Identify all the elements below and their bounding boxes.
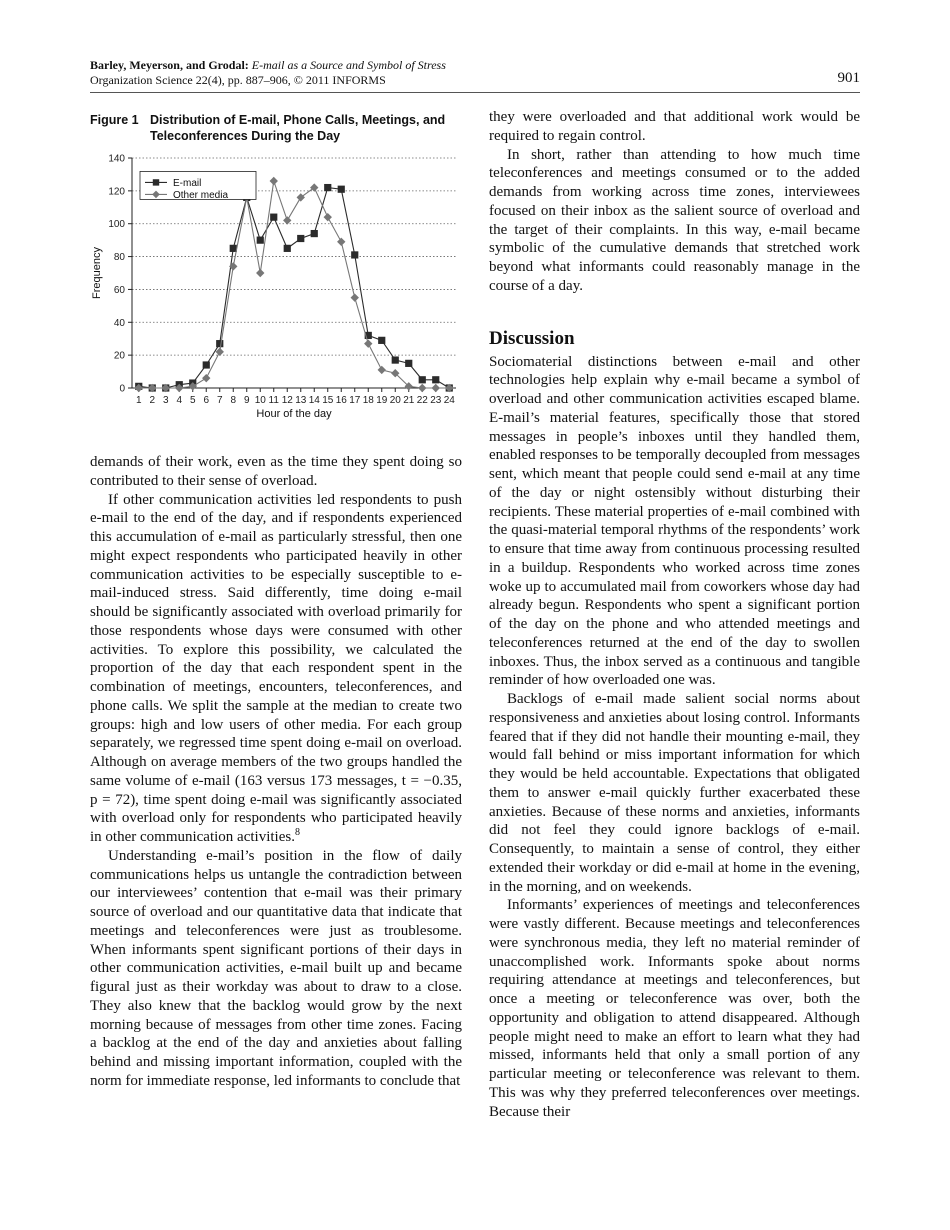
email-point — [203, 361, 210, 368]
other-media-point — [378, 366, 386, 374]
x-tick-label: 23 — [430, 395, 442, 406]
y-tick-label: 140 — [108, 153, 125, 165]
paragraph: Understanding e-mail’s position in the flow of daily communications helps us untangle the contradiction between our interviewees’ contention that e-mail was their primary source of overload and our quantitative data that indicate that meetings and teleconferences were just as troublesome. When informants spent significant portions of their days in other communication activities, e-mail built up and became figural just as their workday was about to draw to a close. They also knew that the backlog would grow by the next morning because of messages from other time zones. Facing a backlog at the end of the day and anxieties about falling behind and missing important information, coupled with the norm for immediate response, led informants to conclude that — [90, 847, 462, 1089]
email-point — [351, 251, 358, 258]
email-point — [270, 214, 277, 221]
x-tick-label: 15 — [322, 395, 334, 406]
legend-square-marker — [153, 179, 159, 185]
email-point — [432, 376, 439, 383]
x-tick-label: 4 — [176, 395, 183, 406]
y-tick-label: 120 — [108, 186, 125, 198]
paragraph: Informants’ experiences of meetings and teleconferences were vastly different. Because meetings and teleconferences were synchronous media, they left no material reminder of unaccomplished work. Informants spoke about norms requiring attendance at meetings and teleconferences, but once a meeting or teleconference was over, both the opportunity and obligation to attend disappeared. Although people might need to make an effort to learn what they had missed, informants held that only a small portion of any particular meeting or teleconference was relevant to them. This was why they preferred teleconferences over meetings. Because their — [489, 897, 860, 1120]
x-tick-label: 9 — [243, 395, 250, 406]
email-point — [324, 184, 331, 191]
x-tick-label: 16 — [335, 395, 347, 406]
x-tick-label: 6 — [203, 395, 210, 406]
paragraph — [90, 491, 462, 847]
y-tick-label: 100 — [108, 219, 125, 231]
paragraph-text: If other communication activities led respondents to push e-mail to the end of the day, and if respondents experienced this accumulation of e-mail as particularly stressful, then one might expect respondents who participated heavily in other communication activities to be especially susceptible to e-mail-induced stress. Said differently, time doing e-mail should be significantly associated with overload primarily for those respondents whose days were consumed with other activities. To explore this possibility, we calculated the proportion of the day that each respondent spent in the combination of meetings, encounters, teleconferences, and phone calls. We split the sample at the median to create two groups: high and low users of other media. For each group separately, we regressed time spent doing e-mail on overload. Although on average members of the two groups handled the same volume of e-mail (163 versus 173 messages, t = −0.35, p = 72), time spent doing e-mail was significantly associated with overload only for respondents who participated heavily in other communication activities. — [90, 491, 462, 845]
figure-title: Distribution of E-mail, Phone Calls, Meetings, and Teleconferences During the Day — [150, 113, 446, 143]
x-tick-label: 21 — [403, 395, 415, 406]
header-title: E-mail as a Source and Symbol of Stress — [251, 58, 446, 72]
x-tick-label: 5 — [189, 395, 196, 406]
frequency-line-chart — [86, 148, 466, 428]
email-point — [284, 245, 291, 252]
other-media-point — [297, 193, 305, 201]
y-tick-label: 0 — [119, 383, 125, 395]
other-media-point — [351, 293, 359, 301]
email-point — [311, 230, 318, 237]
email-point — [297, 235, 304, 242]
y-tick-label: 40 — [113, 317, 125, 329]
series-line-email — [139, 188, 450, 388]
email-point — [378, 337, 385, 344]
email-point — [419, 376, 426, 383]
header-journal: Organization Science 22(4), pp. 887–906, © 2011 INFORMS — [90, 73, 386, 87]
x-tick-label: 13 — [295, 395, 307, 406]
x-tick-label: 19 — [376, 395, 388, 406]
legend-label: E-mail — [173, 177, 202, 189]
other-media-point — [324, 213, 332, 221]
x-tick-label: 10 — [254, 395, 266, 406]
paragraph: demands of their work, even as the time they spent doing so contributed to their sense of overload. — [90, 454, 462, 489]
legend — [140, 171, 256, 201]
x-tick-label: 11 — [268, 395, 279, 406]
email-point — [216, 340, 223, 347]
other-media-point — [202, 374, 210, 382]
email-point — [392, 356, 399, 363]
x-tick-label: 24 — [443, 395, 455, 406]
x-tick-label: 3 — [162, 395, 169, 406]
paragraph: Backlogs of e-mail made salient social norms about responsiveness and anxieties about losing control. Informants feared that if they did not handle their mounting e-mail, they would fall behind or miss important information for which they would be held accountable. Expectations that obligated them to answer e-mail quickly further exacerbated these anxieties. Because of these norms and anxieties, informants did not feel they could ignore backlogs of e-mail. Consequently, to maintain a sense of control, they either extended their workday or did e-mail at home in the evening, in the morning, and on weekends. — [489, 691, 860, 895]
x-tick-label: 22 — [416, 395, 428, 406]
x-tick-label: 8 — [230, 395, 237, 406]
other-media-point — [337, 238, 345, 246]
other-media-point — [364, 339, 372, 347]
footnote-mark: 8 — [294, 827, 300, 838]
y-tick-label: 80 — [113, 252, 125, 264]
series-line-other-media — [139, 181, 450, 388]
email-point — [338, 186, 345, 193]
x-tick-label: 1 — [135, 395, 142, 406]
x-tick-label: 12 — [281, 395, 293, 406]
email-point — [405, 360, 412, 367]
x-tick-label: 17 — [349, 395, 361, 406]
figure-caption — [90, 112, 465, 144]
other-media-point — [418, 384, 426, 392]
y-axis-label: Frequency — [91, 247, 103, 299]
section-heading: Discussion — [489, 327, 575, 349]
other-media-point — [432, 384, 440, 392]
y-tick-label: 20 — [113, 350, 125, 362]
x-tick-label: 2 — [149, 395, 156, 406]
paragraph: Sociomaterial distinctions between e-mail and other technologies help explain why e-mail became a symbol of overload and other communication activities escaped blame. E-mail’s material features, specifically those that stored messages in people’s inboxes until they handled them, enabled responses to be temporally decoupled from messages sent, which meant that people could send e-mail at any time of the day or night ostensibly without disturbing their recipients. These material properties of e-mail combined with the quasi-material temporal rhythms of the respondents’ work to ensure that time away from continuous processing resulted in a buildup. Respondents who worked across time zones woke up to accumulated mail from coworkers whose day had already begun. Respondents who spent a significant portion of the day on the phone and who attended meetings and teleconferences returned at the end of the day to swollen inboxes. Thus, the inbox served as a continuous and tangible reminder of how overloaded one was. — [489, 353, 860, 689]
other-media-point — [270, 177, 278, 185]
other-media-point — [256, 269, 264, 277]
figure-label: Figure 1 — [90, 113, 139, 127]
left-column — [90, 453, 462, 1091]
x-axis-label: Hour of the day — [256, 408, 332, 420]
page-number: 901 — [837, 70, 860, 86]
email-point — [257, 237, 264, 244]
right-column — [489, 108, 860, 1121]
x-tick-label: 7 — [216, 395, 223, 406]
x-tick-label: 18 — [362, 395, 374, 406]
x-tick-label: 20 — [389, 395, 401, 406]
running-header — [90, 58, 860, 88]
paragraph: In short, rather than attending to how much time teleconferences and meetings consumed or to the added demands from working across time zones, interviewees focused on their inbox as the salient source of overload and the target of their complaints. In this way, e-mail became symbolic of the cumulative demands that stretched work beyond what informants could reasonably manage in the course of a day. — [489, 146, 860, 294]
header-rule — [90, 92, 860, 93]
paragraph: they were overloaded and that additional work would be required to regain control. — [489, 109, 860, 144]
legend-label: Other media — [173, 189, 229, 201]
y-tick-label: 60 — [113, 284, 125, 296]
header-authors: Barley, Meyerson, and Grodal: — [90, 58, 249, 72]
x-tick-label: 14 — [308, 395, 320, 406]
